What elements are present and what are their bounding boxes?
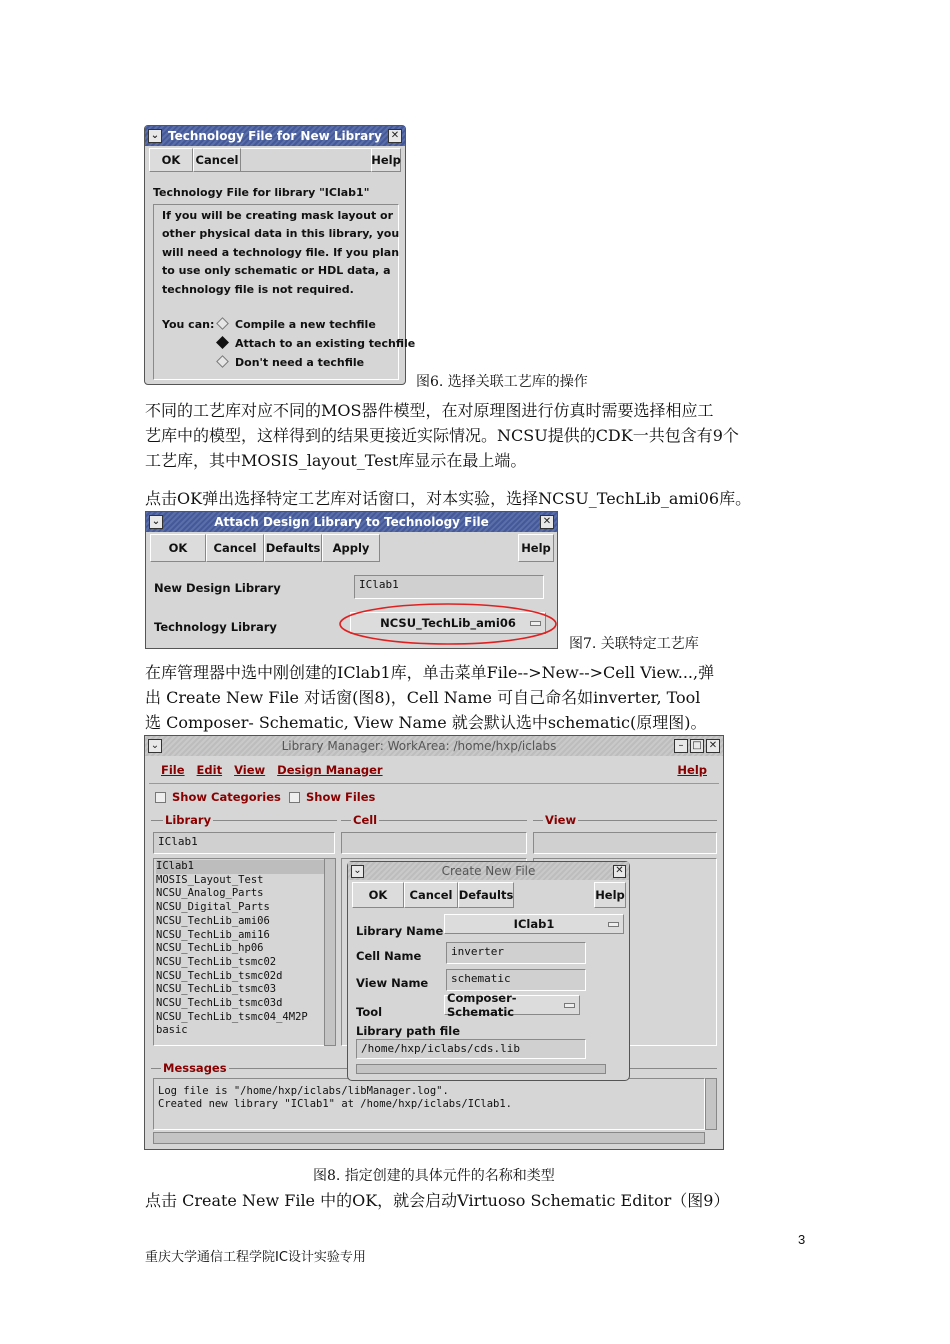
attach-dialog-titlebar [146,512,557,532]
info-line: technology file is not required. [162,283,354,296]
window-menu-icon[interactable]: ⌄ [148,129,162,143]
apply-button[interactable]: Apply [322,534,380,562]
close-icon[interactable]: ✕ [388,129,402,143]
maximize-icon[interactable]: □ [690,739,704,753]
techfile-info-panel [153,204,416,380]
ok-button[interactable]: OK [352,882,404,908]
library-name-label: Library Name [356,924,444,938]
library-column-label: Library [165,813,212,827]
cnf-titlebar [348,862,629,880]
highlight-ellipse [340,604,560,644]
you-can-label: You can: [162,318,215,331]
paragraph-line: 艺库中的模型，这样得到的结果更接近实际情况。NCSU提供的CDK一共包含有9个 [145,426,739,445]
page-footer: 重庆大学通信工程学院IC设计实验专用 [145,1250,366,1265]
techfile-heading: Technology File for library "IClab1" [153,186,370,199]
cancel-button[interactable]: Cancel [193,148,241,172]
button-bar-spacer [380,534,518,562]
techfile-dialog [144,125,416,385]
message-line: Log file is "/home/hxp/iclabs/libManager.log". [158,1085,449,1097]
library-list-item[interactable]: NCSU_TechLib_tsmc03d [156,997,283,1010]
menu-file[interactable]: File [161,762,185,777]
cell-filter-input[interactable] [341,832,527,854]
library-list[interactable] [153,858,331,1046]
option-label: Don't need a techfile [235,356,365,369]
messages-hscroll[interactable] [153,1132,705,1144]
library-path-label: Library path file [356,1024,461,1038]
library-list-item[interactable]: NCSU_TechLib_tsmc04_4M2P [156,1010,308,1023]
messages-vscroll[interactable] [705,1078,717,1130]
libmgr-titlebar [145,736,723,756]
message-line: Created new library "IClab1" at /home/hxp/iclabs/IClab1. [158,1098,513,1110]
ok-button[interactable]: OK [149,148,193,172]
tool-select[interactable] [444,991,580,1019]
window-menu-icon[interactable]: ⌄ [149,515,163,529]
close-icon[interactable]: ✕ [706,739,720,753]
tool-value: Composer-Schematic [447,991,517,1019]
paragraph-line: 在库管理器中选中刚创建的IClab1库，单击菜单File-->New-->Cell View...,弹 [145,663,715,682]
library-list-item[interactable]: NCSU_TechLib_tsmc03 [156,983,277,996]
view-column-label: View [545,813,577,827]
menu-design-manager[interactable]: Design Manager [277,762,383,777]
info-line: to use only schematic or HDL data, a [162,264,391,277]
libmgr-menubar [149,756,719,784]
view-name-input[interactable]: schematic [446,969,586,991]
attach-library-dialog [145,511,558,649]
library-list-item[interactable]: NCSU_TechLib_ami16 [156,928,270,941]
defaults-button[interactable]: Defaults [458,882,514,908]
new-design-library-field[interactable]: IClab1 [354,575,544,599]
cell-name-label: Cell Name [356,949,422,963]
option-no-techfile[interactable] [218,356,364,369]
new-design-library-label: New Design Library [154,581,281,595]
paragraph-line: 点击 Create New File 中的OK，就会启动Virtuoso Schematic Editor（图9） [145,1191,730,1210]
show-categories-label: Show Categories [172,790,281,804]
ok-button[interactable]: OK [150,534,206,562]
paragraph-line: 选 Composer- Schematic, View Name 就会默认选中schematic(原理图)。 [145,713,707,732]
checkbox-icon [289,792,300,803]
close-icon[interactable]: ✕ [540,515,554,529]
library-list-item[interactable]: NCSU_TechLib_hp06 [156,942,264,955]
option-compile-techfile[interactable] [218,318,376,331]
button-bar-spacer [241,148,371,172]
info-line: will need a technology file. If you plan [162,246,400,259]
attach-dialog-title: Attach Design Library to Technology File [214,515,489,529]
library-list-item[interactable]: NCSU_TechLib_tsmc02 [156,955,277,968]
messages-panel [153,1078,705,1130]
library-filter-input[interactable]: IClab1 [153,832,335,854]
messages-label: Messages [163,1061,227,1075]
radio-selected-icon [216,336,229,349]
cell-name-input[interactable]: inverter [446,942,586,964]
paragraph-line: 工艺库，其中MOSIS_layout_Test库显示在最上端。 [145,451,527,470]
help-button[interactable]: Help [518,534,554,562]
minimize-icon[interactable]: – [674,739,688,753]
info-line: other physical data in this library, you [162,227,400,240]
tool-label: Tool [356,1005,383,1019]
paragraph-line: 出 Create New File 对话窗(图8)，Cell Name 可自己命名如inverter, Tool [145,688,701,707]
cancel-button[interactable]: Cancel [206,534,264,562]
cell-column-label: Cell [353,813,378,827]
highlight-ellipse-shape [340,604,556,644]
cnf-hscroll[interactable] [356,1064,606,1074]
library-path-input[interactable]: /home/hxp/iclabs/cds.lib [356,1039,586,1059]
library-list-item[interactable]: NCSU_Digital_Parts [156,901,270,914]
technology-library-label: Technology Library [154,620,277,634]
libmgr-title: Library Manager: WorkArea: /home/hxp/iclabs [281,739,557,753]
library-list-item[interactable]: NCSU_Analog_Parts [156,887,264,900]
techfile-dialog-titlebar [145,126,405,146]
option-label: Attach to an existing techfile [235,337,416,350]
checkbox-icon [155,792,166,803]
view-name-label: View Name [356,976,429,990]
show-files-label: Show Files [306,790,376,804]
menu-edit[interactable]: Edit [196,762,223,777]
library-list-item[interactable]: IClab1 [156,860,328,874]
show-files-toggle[interactable] [289,790,375,804]
dropdown-icon [564,1003,575,1008]
window-menu-icon[interactable]: ⌄ [148,739,162,753]
fig8-caption: 图8. 指定创建的具体元件的名称和类型 [313,1168,555,1184]
library-list-item[interactable]: NCSU_TechLib_tsmc02d [156,969,283,982]
library-name-value: IClab1 [513,917,555,931]
info-line: If you will be creating mask layout or [162,209,394,222]
library-list-items [154,859,330,1039]
cancel-button[interactable]: Cancel [404,882,458,908]
help-button[interactable]: Help [594,882,626,908]
library-list-item[interactable]: basic [156,1024,188,1037]
window-menu-icon[interactable]: ⌄ [351,865,364,878]
library-list-item[interactable]: NCSU_TechLib_ami06 [156,914,270,927]
radio-icon [216,355,229,368]
dropdown-icon [608,922,619,927]
cnf-title: Create New File [441,864,536,878]
paragraph-line: 不同的工艺库对应不同的MOS器件模型，在对原理图进行仿真时需要选择相应工 [145,401,714,420]
option-attach-techfile[interactable] [218,337,415,350]
fig6-caption: 图6. 选择关联工艺库的操作 [416,374,588,390]
create-new-file-dialog [347,861,630,1081]
help-button[interactable]: Help [371,148,401,172]
menu-help[interactable]: Help [677,762,707,777]
option-label: Compile a new techfile [235,318,376,331]
library-name-select[interactable] [444,914,624,934]
techfile-dialog-title: Technology File for New Library [168,129,382,143]
library-list-scrollbar[interactable] [324,858,336,1046]
page-number: 3 [798,1232,806,1247]
show-categories-toggle[interactable] [155,790,281,804]
close-icon[interactable]: ✕ [613,865,626,878]
fig7-caption: 图7. 关联特定工艺库 [569,636,699,652]
view-filter-input[interactable] [533,832,717,854]
technology-library-value: NCSU_TechLib_ami06 [380,616,516,630]
defaults-button[interactable]: Defaults [264,534,322,562]
menu-view[interactable]: View [234,762,266,777]
library-list-item[interactable]: MOSIS_Layout_Test [156,873,264,886]
radio-icon [216,317,229,330]
button-bar-spacer [514,882,594,908]
paragraph-line: 点击OK弹出选择特定工艺库对话窗口，对本实验，选择NCSU_TechLib_ami06库。 [145,489,752,508]
